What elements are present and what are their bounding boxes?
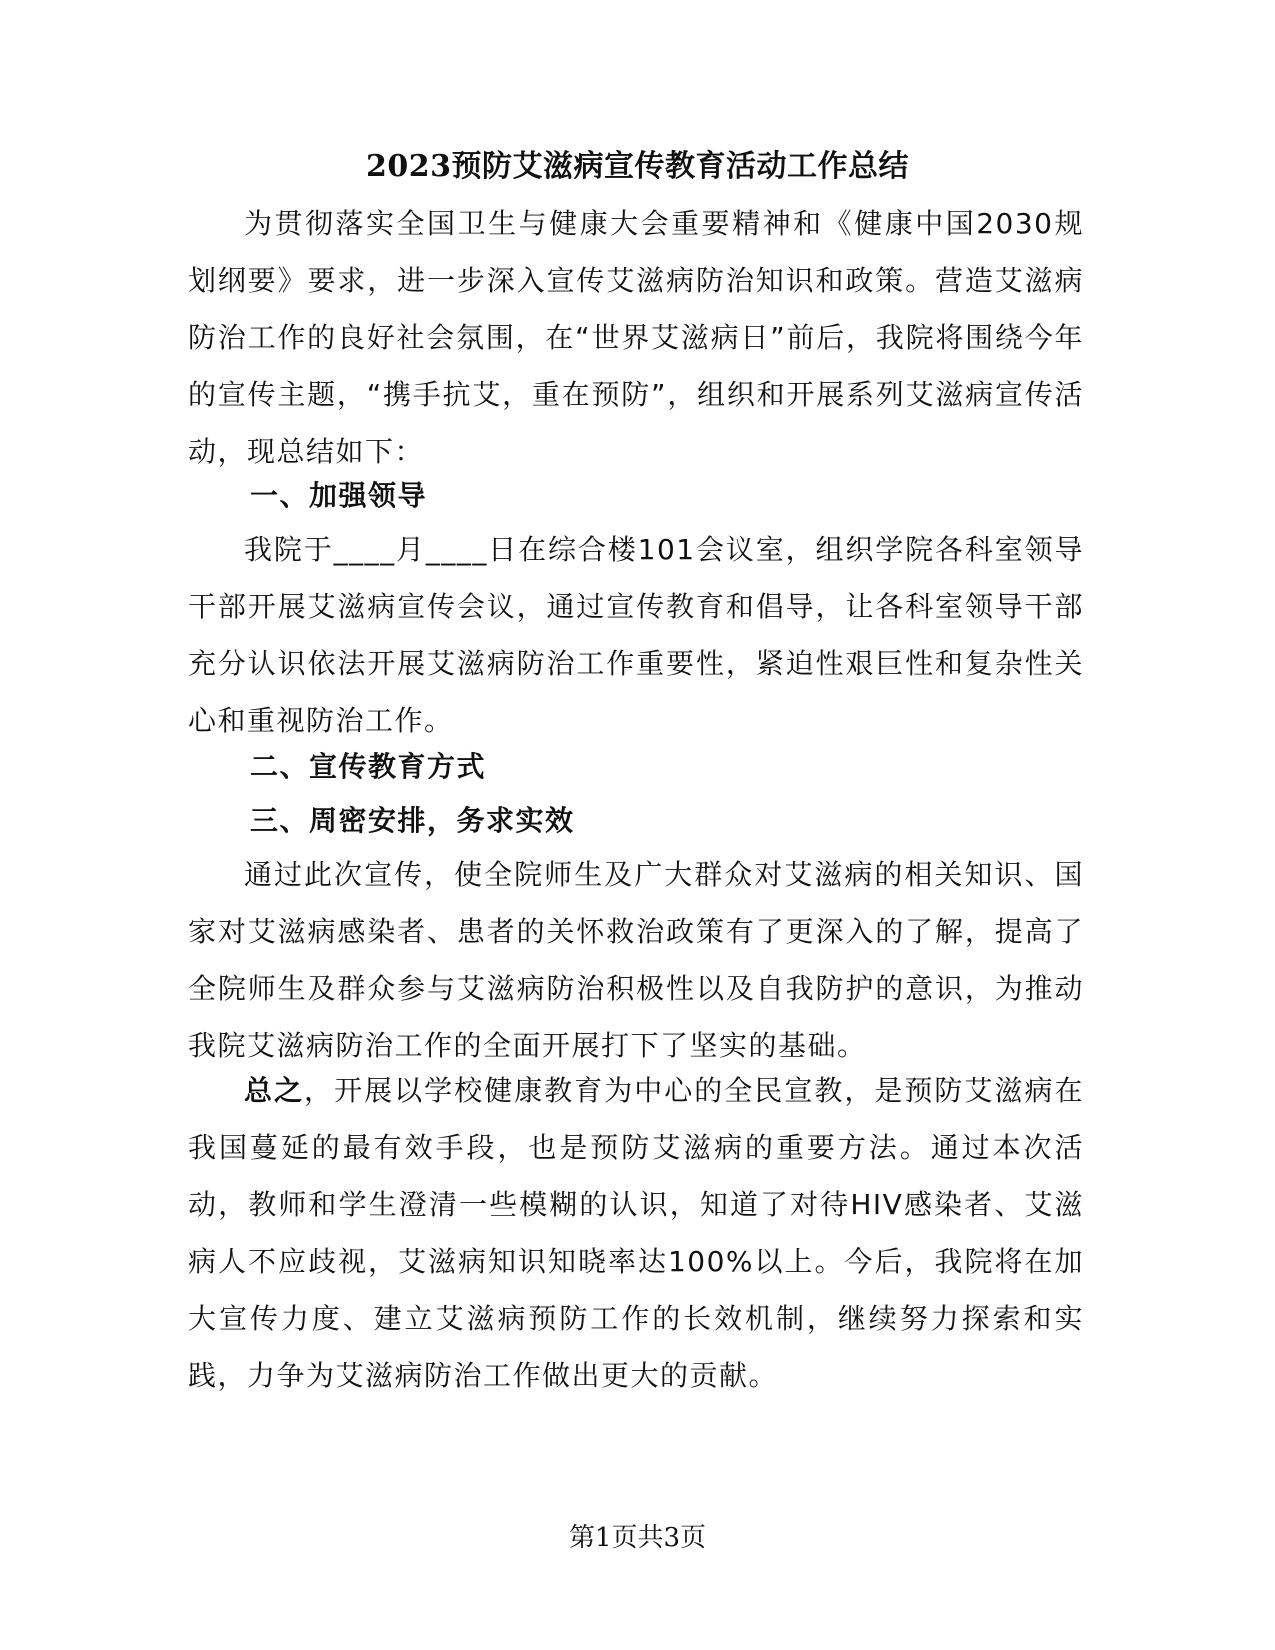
section-heading-3: 三、周密安排，务求实效	[250, 804, 575, 837]
document-title: 2023预防艾滋病宣传教育活动工作总结	[366, 149, 909, 184]
page-number: 第1页共3页	[568, 1523, 707, 1553]
intro-paragraph: 为贯彻落实全国卫生与健康大会重要精神和《健康中国2030规划纲要》要求，进一步深入宣传艾滋病防治知识和政策。营造艾滋病防治工作的良好社会氛围，在“世界艾滋病日”前后，我院将围绕今年的宣传主题，“携手抗艾，重在预防”，组织和开展系列艾滋病宣传活动，现总结如下：	[188, 207, 1084, 468]
conclusion-body: ，开展以学校健康教育为中心的全民宣教，是预防艾滋病在我国蔓延的最有效手段，也是预防艾滋病的重要方法。通过本次活动，教师和学生澄清一些模糊的认识，知道了对待HIV感染者、艾滋病人不应歧视，艾滋病知识知晓率达100%以上。今后，我院将在加大宣传力度、建立艾滋病预防工作的长效机制，继续努力探索和实践，力争为艾滋病防治工作做出更大的贡献。	[188, 1074, 1084, 1392]
section-heading-1: 一、加强领导	[250, 479, 428, 512]
conclusion-paragraph	[188, 1062, 1084, 1404]
conclusion-lead: 总之	[244, 1074, 305, 1107]
section-1-paragraph: 我院于____月____日在综合楼101会议室，组织学院各科室领导干部开展艾滋病宣传会议，通过宣传教育和倡导，让各科室领导干部充分认识依法开展艾滋病防治工作重要性，紧迫性艰巨性和复杂性关心和重视防治工作。	[188, 533, 1084, 737]
section-heading-2: 二、宣传教育方式	[250, 750, 487, 783]
section-3-paragraph: 通过此次宣传，使全院师生及广大群众对艾滋病的相关知识、国家对艾滋病感染者、患者的关怀救治政策有了更深入的了解，提高了全院师生及群众参与艾滋病防治积极性以及自我防护的意识，为推动我院艾滋病防治工作的全面开展打下了坚实的基础。	[188, 858, 1084, 1062]
